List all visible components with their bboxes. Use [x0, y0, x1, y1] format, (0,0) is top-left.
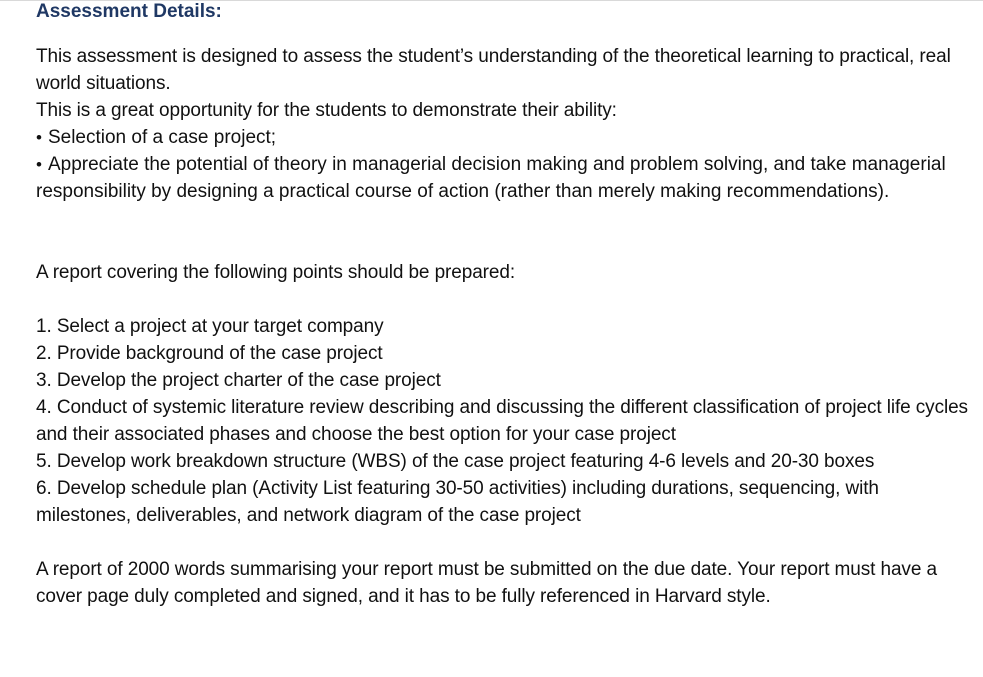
- bullet-item: [36, 124, 976, 151]
- bullet-icon: •: [36, 155, 42, 174]
- point-item: 1. Select a project at your target company: [36, 316, 384, 337]
- point-item: 4. Conduct of systemic literature review describing and discussing the different classification of project life cycles and their associated phases and choose the best option for your case project: [36, 397, 968, 445]
- report-intro: A report covering the following points should be prepared:: [36, 262, 516, 283]
- assessment-document: [36, 0, 976, 610]
- bullet-text: Selection of a case project;: [47, 127, 277, 148]
- point-item: 6. Develop schedule plan (Activity List featuring 30-50 activities) including durations, sequencing, with milestones, deliverables, and network diagram of the case project: [36, 478, 879, 526]
- bullet-item: [36, 151, 976, 205]
- point-item: 2. Provide background of the case project: [36, 343, 383, 364]
- point-item: 5. Develop work breakdown structure (WBS) of the case project featuring 4-6 levels and 20-30 boxes: [36, 451, 875, 472]
- assessment-details-heading: Assessment Details:: [36, 1, 222, 22]
- bullet-icon: •: [36, 128, 42, 147]
- bullet-text: Appreciate the potential of theory in managerial decision making and problem solving, and take managerial responsibility by designing a practical course of action (rather than merely making recommendations).: [36, 154, 946, 202]
- intro-paragraph: This assessment is designed to assess the student’s understanding of the theoretical learning to practical, real world situations.: [36, 46, 951, 94]
- closing-paragraph: A report of 2000 words summarising your report must be submitted on the due date. Your report must have a cover page duly completed and signed, and it has to be fully referenced in Harvard style.: [36, 559, 937, 607]
- point-item: 3. Develop the project charter of the case project: [36, 370, 441, 391]
- opportunity-sentence: This is a great opportunity for the students to demonstrate their ability:: [36, 100, 617, 121]
